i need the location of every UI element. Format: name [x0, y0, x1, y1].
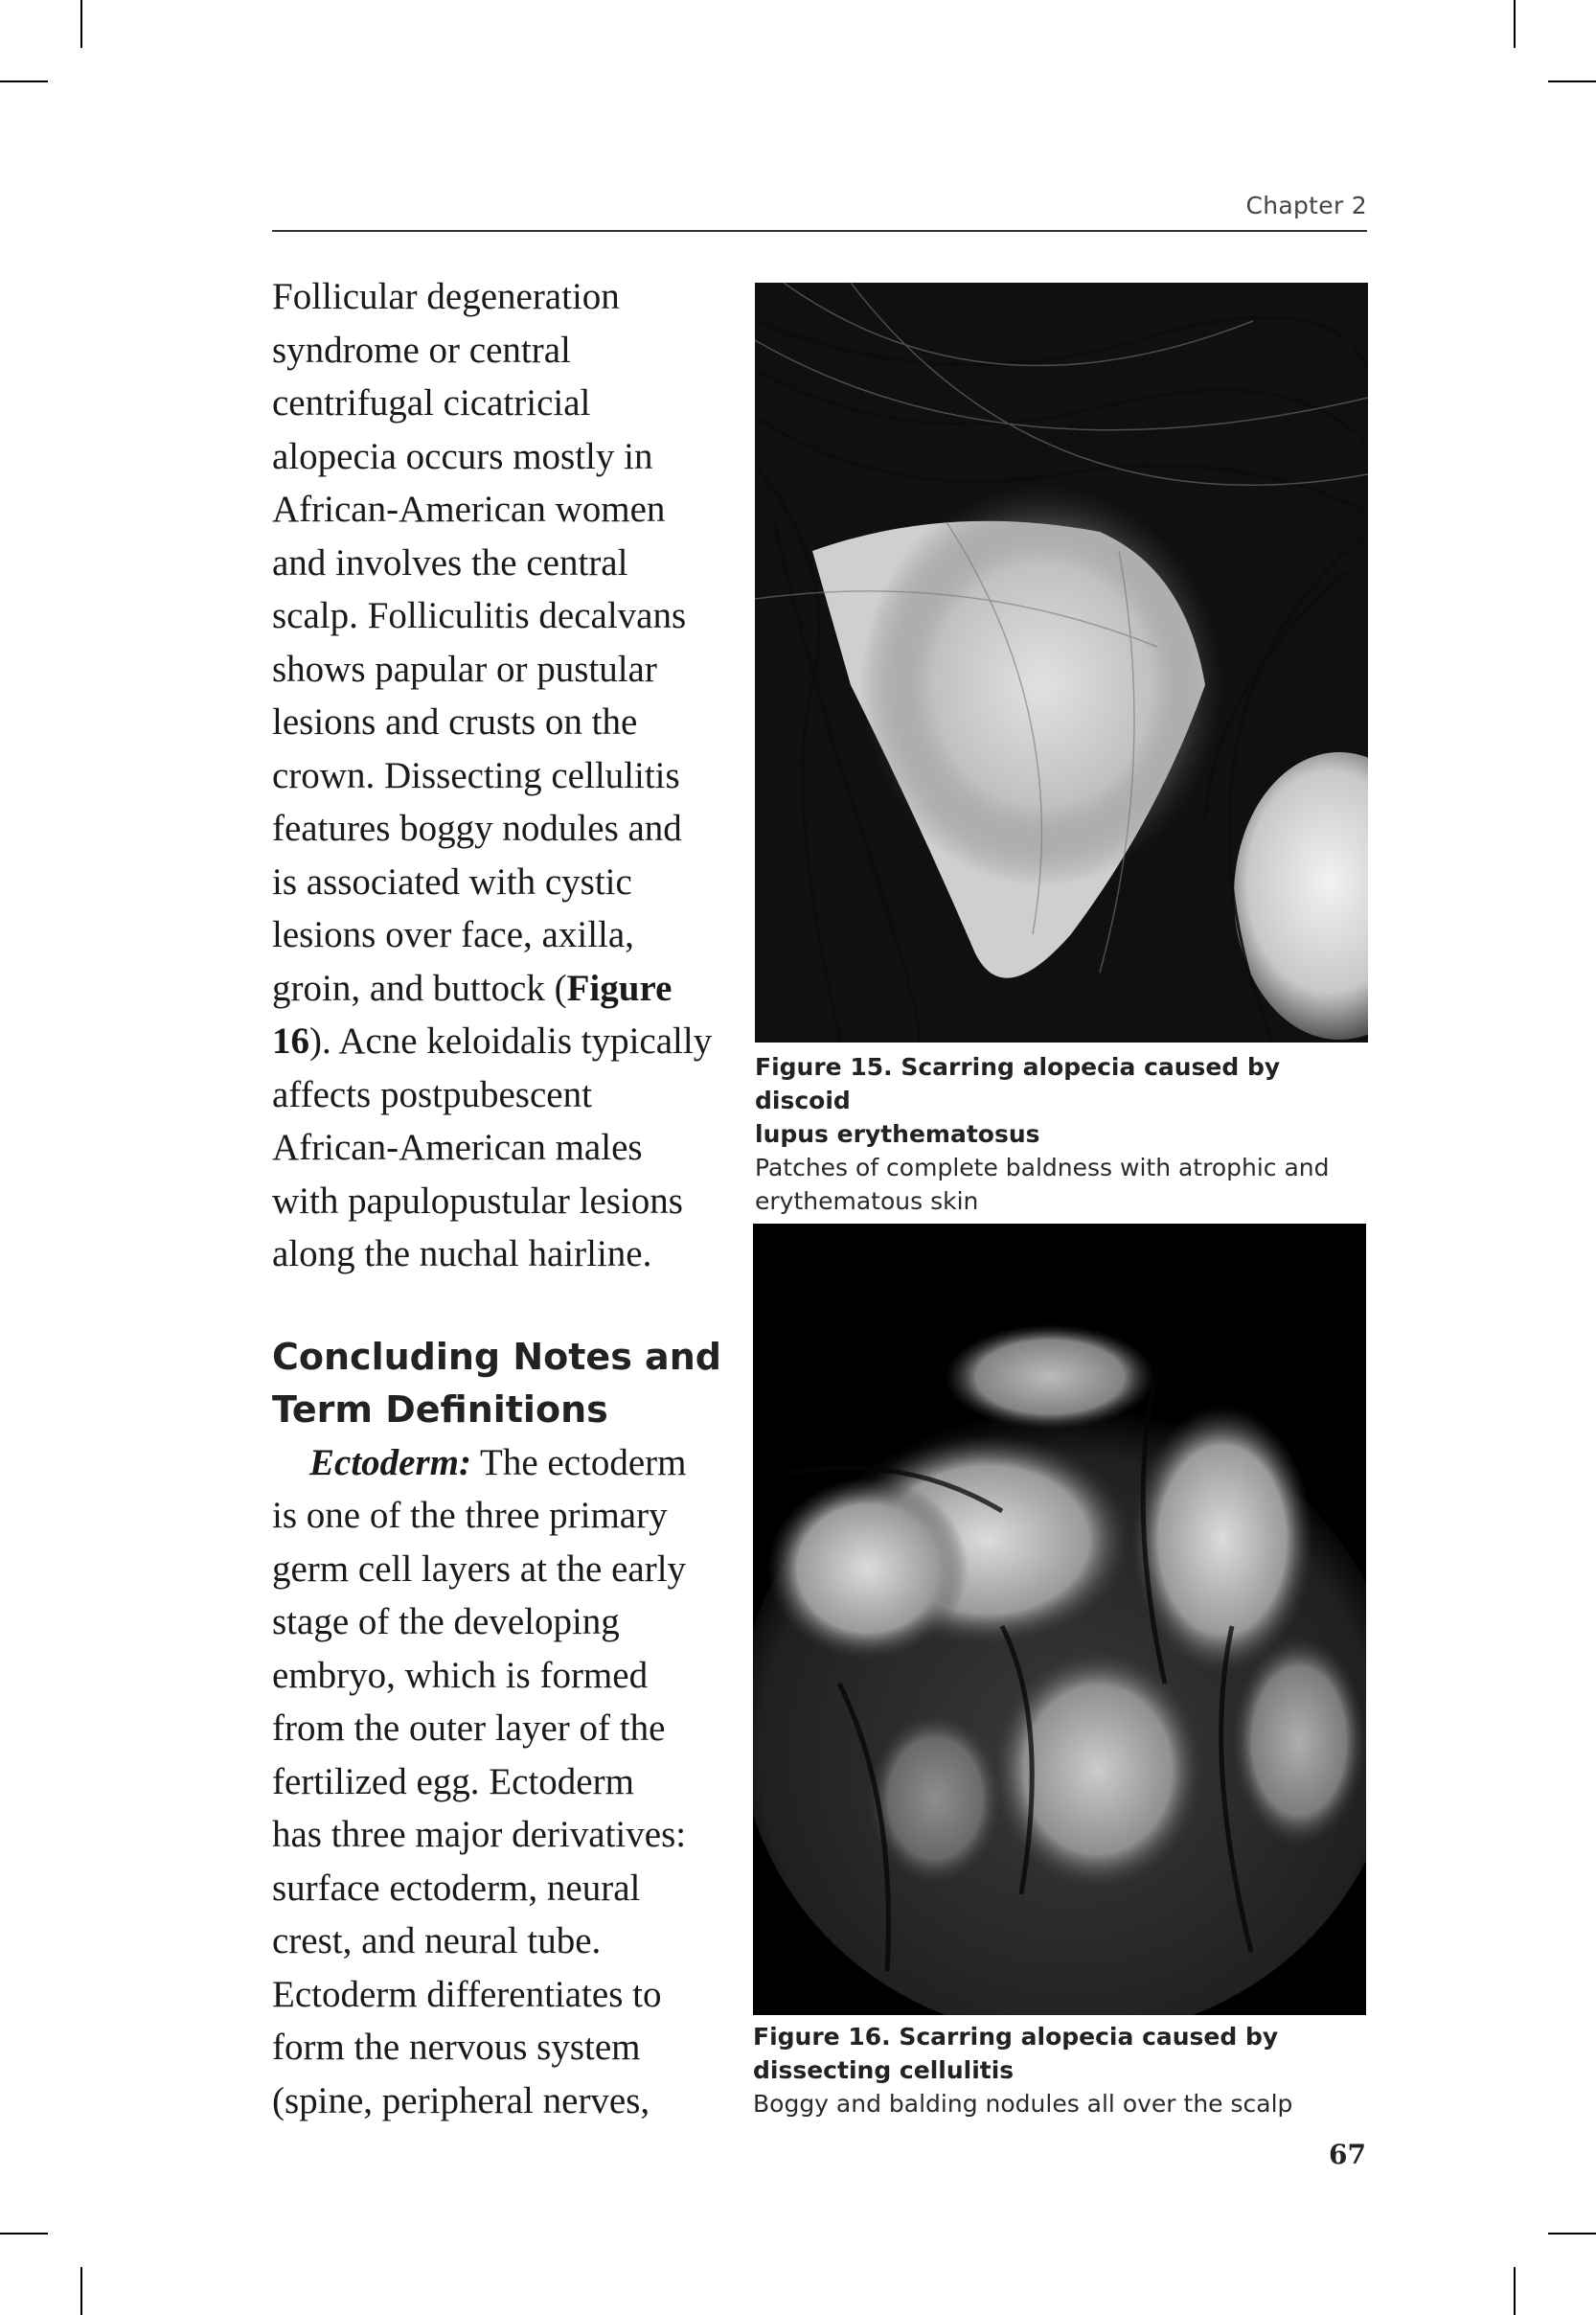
figure-15-photo	[755, 283, 1368, 1043]
crop-mark	[1514, 0, 1516, 48]
definition-text: The ectoderm is one of the three primary germ cell layers at the early stage of the developing embryo, which is formed from the outer layer of the fertilized egg. Ectoderm has three major derivatives: surface ectoderm, neural crest, and neural tube. Ectoderm differentiates to form the nervous system (spine, peripheral nerves,	[272, 1441, 687, 2121]
scalp-photo-discoid	[755, 283, 1368, 1043]
crop-mark	[0, 80, 48, 82]
figure-15-description: Patches of complete baldness with atrophic and erythematous skin	[755, 1154, 1330, 1215]
body-paragraph	[272, 270, 770, 1281]
figure-15-title: Figure 15. Scarring alopecia caused by discoid lupus erythematosus	[755, 1053, 1281, 1148]
figure-reference: Figure 16	[272, 967, 673, 1062]
figure-16-title: Figure 16. Scarring alopecia caused by dissecting cellulitis	[753, 2023, 1279, 2084]
crop-mark	[0, 2233, 48, 2235]
paragraph-text-end: ). Acne keloidalis typically affects postpubescent African-American males with papulopustular lesions along the nuchal hairline.	[272, 1020, 713, 1274]
page-number: 67	[1329, 2139, 1366, 2170]
figure-15-caption	[755, 1050, 1368, 1218]
scalp-photo-cellulitis	[753, 1224, 1366, 2015]
chapter-label: Chapter 2	[1245, 192, 1367, 219]
figure-16-photo	[753, 1224, 1366, 2015]
crop-mark	[1548, 2233, 1596, 2235]
crop-mark	[80, 2267, 82, 2315]
definition-paragraph	[272, 1436, 770, 2128]
figure-16-caption	[753, 2020, 1366, 2120]
body-column	[272, 270, 770, 2127]
definition-term: Ectoderm:	[309, 1441, 471, 1483]
running-header	[272, 188, 1367, 232]
figure-16-description: Boggy and balding nodules all over the scalp	[753, 2090, 1293, 2118]
paragraph-text: Follicular degeneration syndrome or central centrifugal cicatricial alopecia occurs mostly in African-American women and involves the central scalp. Folliculitis decalvans shows papular or pustular lesions and crusts on the crown. Dissecting cellulitis features boggy nodules and is associated with cystic lesions over face, axilla, groin, and buttock (	[272, 276, 687, 1009]
crop-mark	[1548, 80, 1596, 82]
section-heading: Concluding Notes and Term Definitions	[272, 1335, 721, 1431]
crop-mark	[1514, 2267, 1516, 2315]
crop-mark	[80, 0, 82, 48]
